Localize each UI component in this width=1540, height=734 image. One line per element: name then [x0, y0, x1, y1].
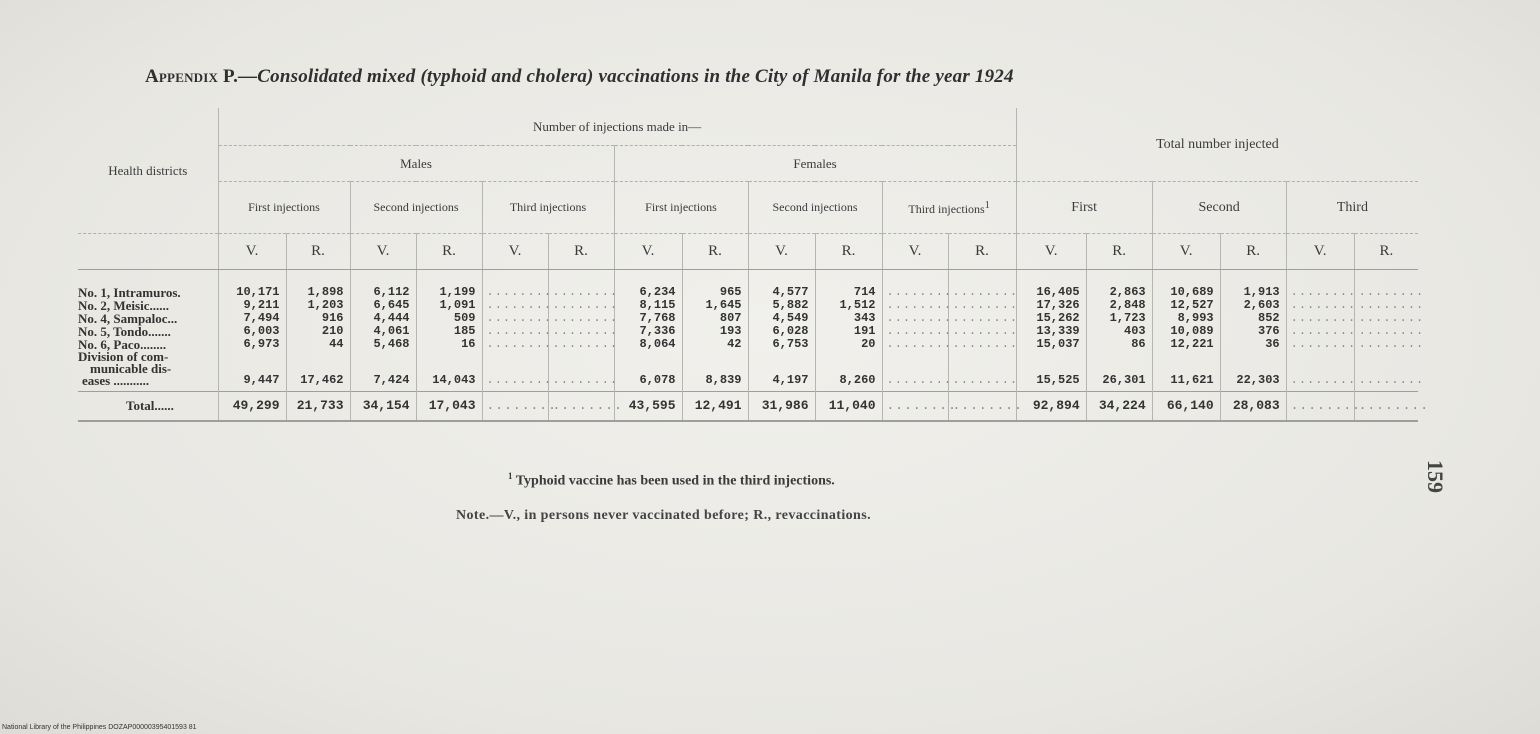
cell: 26,301	[1086, 351, 1152, 392]
header-males-third: Third injections	[482, 182, 614, 234]
cell: 6,234	[614, 270, 682, 300]
cell: 7,768	[614, 312, 682, 325]
district-name: No. 5, Tondo.......	[78, 324, 171, 339]
cell: 5,882	[748, 299, 815, 312]
empty-cell: ........	[1354, 299, 1418, 312]
header-total-third: Third	[1286, 182, 1418, 234]
cell: 15,525	[1016, 351, 1086, 392]
footnote-text: Typhoid vaccine has been used in the third injections.	[515, 473, 835, 489]
cell: 376	[1220, 325, 1286, 338]
cell: 16	[416, 338, 482, 351]
cell: 86	[1086, 338, 1152, 351]
cell: 10,689	[1152, 270, 1220, 300]
header-r: R.	[815, 234, 882, 270]
cell: 11,621	[1152, 351, 1220, 392]
table-row	[78, 270, 1418, 300]
empty-cell: ........	[1354, 325, 1418, 338]
cell: 7,424	[350, 351, 416, 392]
district-name: No. 6, Paco........	[78, 337, 167, 352]
cell: 12,221	[1152, 338, 1220, 351]
cell: 34,224	[1086, 392, 1152, 422]
cell: 15,262	[1016, 312, 1086, 325]
header-health-districts: Health districts	[78, 108, 218, 234]
empty-cell: ........	[1354, 312, 1418, 325]
empty-cell: ........	[1286, 338, 1354, 351]
table-title	[145, 66, 1405, 88]
empty-cell: ........	[948, 351, 1016, 392]
cell: 15,037	[1016, 338, 1086, 351]
empty-cell: ........	[948, 392, 1016, 422]
cell: 6,003	[218, 325, 286, 338]
cell: 210	[286, 325, 350, 338]
header-r: R.	[286, 234, 350, 270]
district-name: No. 1, Intramuros.	[78, 285, 181, 300]
header-r: R.	[682, 234, 748, 270]
empty-cell: ........	[548, 351, 614, 392]
footnote-number: 1	[508, 471, 513, 481]
cell: 4,061	[350, 325, 416, 338]
header-females-second: Second injections	[748, 182, 882, 234]
cell: 807	[682, 312, 748, 325]
header-v: V.	[748, 234, 815, 270]
cell: 17,326	[1016, 299, 1086, 312]
title-caption: —Consolidated mixed (typhoid and cholera) vaccinations in the City of Manila for the year 1924	[238, 66, 1014, 87]
cell: 44	[286, 338, 350, 351]
empty-cell: ........	[882, 299, 948, 312]
cell: 6,973	[218, 338, 286, 351]
header-v: V.	[1016, 234, 1086, 270]
empty-cell: ........	[548, 325, 614, 338]
empty-cell: ........	[948, 338, 1016, 351]
cell: 31,986	[748, 392, 815, 422]
table-body	[78, 270, 1430, 422]
cell: 10,089	[1152, 325, 1220, 338]
cell: 17,043	[416, 392, 482, 422]
header-r: R.	[1220, 234, 1286, 270]
cell: 12,491	[682, 392, 748, 422]
title-appendix: Appendix P.	[145, 66, 239, 87]
cell: 6,645	[350, 299, 416, 312]
cell: 4,549	[748, 312, 815, 325]
cell: 1,723	[1086, 312, 1152, 325]
table-row-division	[78, 351, 1418, 392]
cell: 4,444	[350, 312, 416, 325]
table-row	[78, 338, 1418, 351]
header-blank	[78, 234, 218, 270]
empty-cell: ........	[548, 270, 614, 300]
cell: 1,645	[682, 299, 748, 312]
header-females: Females	[614, 146, 1016, 182]
empty-cell: ........	[948, 299, 1016, 312]
empty-cell: ........	[482, 270, 548, 300]
header-v: V.	[882, 234, 948, 270]
cell: 8,993	[1152, 312, 1220, 325]
cell: 191	[815, 325, 882, 338]
cell: 92,894	[1016, 392, 1086, 422]
empty-cell: ........	[1354, 392, 1418, 422]
empty-cell: ........	[482, 392, 548, 422]
cell: 9,211	[218, 299, 286, 312]
empty-cell: ........	[548, 299, 614, 312]
empty-cell: ........	[1354, 351, 1418, 392]
empty-cell: ........	[482, 351, 548, 392]
cell: 1,898	[286, 270, 350, 300]
footnote	[508, 471, 835, 490]
header-males-first: First injections	[218, 182, 350, 234]
cell: 12,527	[1152, 299, 1220, 312]
table-header	[78, 108, 1418, 270]
district-name: No. 4, Sampaloc...	[78, 311, 178, 326]
cell: 2,848	[1086, 299, 1152, 312]
cell: 13,339	[1016, 325, 1086, 338]
cell: 5,468	[350, 338, 416, 351]
district-name	[78, 351, 218, 392]
empty-cell: ........	[1354, 338, 1418, 351]
cell: 10,171	[218, 270, 286, 300]
empty-cell: ........	[482, 325, 548, 338]
scan-credit: National Library of the Philippines DOZAP00000395401593 81	[2, 724, 197, 731]
header-r: R.	[1354, 234, 1418, 270]
cell: 1,199	[416, 270, 482, 300]
empty-cell: ........	[1286, 325, 1354, 338]
empty-cell: ........	[1286, 270, 1354, 300]
cell: 7,494	[218, 312, 286, 325]
table-row-total	[78, 392, 1418, 422]
total-label: Total......	[78, 392, 218, 422]
cell: 49,299	[218, 392, 286, 422]
empty-cell: ........	[548, 392, 614, 422]
header-r: R.	[1086, 234, 1152, 270]
empty-cell: ........	[482, 299, 548, 312]
empty-cell: ........	[1286, 351, 1354, 392]
empty-cell: ........	[548, 312, 614, 325]
empty-cell: ........	[482, 338, 548, 351]
cell: 1,913	[1220, 270, 1286, 300]
cell: 8,260	[815, 351, 882, 392]
header-females-first: First injections	[614, 182, 748, 234]
empty-cell: ........	[882, 325, 948, 338]
empty-cell: ........	[948, 312, 1016, 325]
empty-cell: ........	[482, 312, 548, 325]
header-v: V.	[482, 234, 548, 270]
cell: 17,462	[286, 351, 350, 392]
cell: 714	[815, 270, 882, 300]
cell: 14,043	[416, 351, 482, 392]
cell: 42	[682, 338, 748, 351]
cell: 22,303	[1220, 351, 1286, 392]
header-females-third	[882, 182, 1016, 234]
empty-cell: ........	[882, 270, 948, 300]
cell: 2,863	[1086, 270, 1152, 300]
cell: 34,154	[350, 392, 416, 422]
header-r: R.	[416, 234, 482, 270]
cell: 21,733	[286, 392, 350, 422]
empty-cell: ........	[948, 270, 1016, 300]
empty-cell: ........	[1286, 299, 1354, 312]
empty-cell: ........	[1286, 312, 1354, 325]
empty-cell: ........	[1354, 270, 1418, 300]
cell: 9,447	[218, 351, 286, 392]
empty-cell: ........	[1286, 392, 1354, 422]
cell: 6,112	[350, 270, 416, 300]
cell: 1,203	[286, 299, 350, 312]
cell: 1,512	[815, 299, 882, 312]
header-total-injected: Total number injected	[1016, 108, 1418, 182]
district-line: municable dis-	[90, 361, 172, 376]
header-r: R.	[548, 234, 614, 270]
cell: 8,115	[614, 299, 682, 312]
header-v: V.	[614, 234, 682, 270]
cell: 4,197	[748, 351, 815, 392]
header-males-second: Second injections	[350, 182, 482, 234]
cell: 916	[286, 312, 350, 325]
cell: 11,040	[815, 392, 882, 422]
empty-cell: ........	[548, 338, 614, 351]
abbreviation-note: Note.—V., in persons never vaccinated before; R., revaccinations.	[456, 508, 871, 523]
vaccination-table	[78, 108, 1430, 422]
empty-cell: ........	[882, 338, 948, 351]
header-v: V.	[218, 234, 286, 270]
cell: 193	[682, 325, 748, 338]
cell: 965	[682, 270, 748, 300]
cell: 8,064	[614, 338, 682, 351]
cell: 343	[815, 312, 882, 325]
cell: 4,577	[748, 270, 815, 300]
header-males: Males	[218, 146, 614, 182]
header-v: V.	[350, 234, 416, 270]
empty-cell: ........	[882, 312, 948, 325]
cell: 852	[1220, 312, 1286, 325]
cell: 185	[416, 325, 482, 338]
page-number: 159	[1423, 460, 1448, 493]
district-line: eases ...........	[82, 373, 150, 388]
header-v: V.	[1152, 234, 1220, 270]
cell: 6,753	[748, 338, 815, 351]
cell: 16,405	[1016, 270, 1086, 300]
header-injections-made: Number of injections made in—	[218, 108, 1016, 146]
cell: 6,028	[748, 325, 815, 338]
district-line: Division of com-	[78, 349, 169, 364]
empty-cell: ........	[882, 392, 948, 422]
header-r: R.	[948, 234, 1016, 270]
cell: 7,336	[614, 325, 682, 338]
cell: 28,083	[1220, 392, 1286, 422]
footnote-marker: 1	[984, 200, 990, 211]
cell: 1,091	[416, 299, 482, 312]
district-name: No. 2, Meisic......	[78, 298, 169, 313]
empty-cell: ........	[882, 351, 948, 392]
cell: 8,839	[682, 351, 748, 392]
cell: 43,595	[614, 392, 682, 422]
cell: 6,078	[614, 351, 682, 392]
header-v: V.	[1286, 234, 1354, 270]
cell: 66,140	[1152, 392, 1220, 422]
cell: 20	[815, 338, 882, 351]
cell: 36	[1220, 338, 1286, 351]
cell: 403	[1086, 325, 1152, 338]
header-total-first: First	[1016, 182, 1152, 234]
header-total-second: Second	[1152, 182, 1286, 234]
cell: 509	[416, 312, 482, 325]
header-females-third-label: Third injections	[908, 202, 985, 216]
empty-cell: ........	[948, 325, 1016, 338]
cell: 2,603	[1220, 299, 1286, 312]
